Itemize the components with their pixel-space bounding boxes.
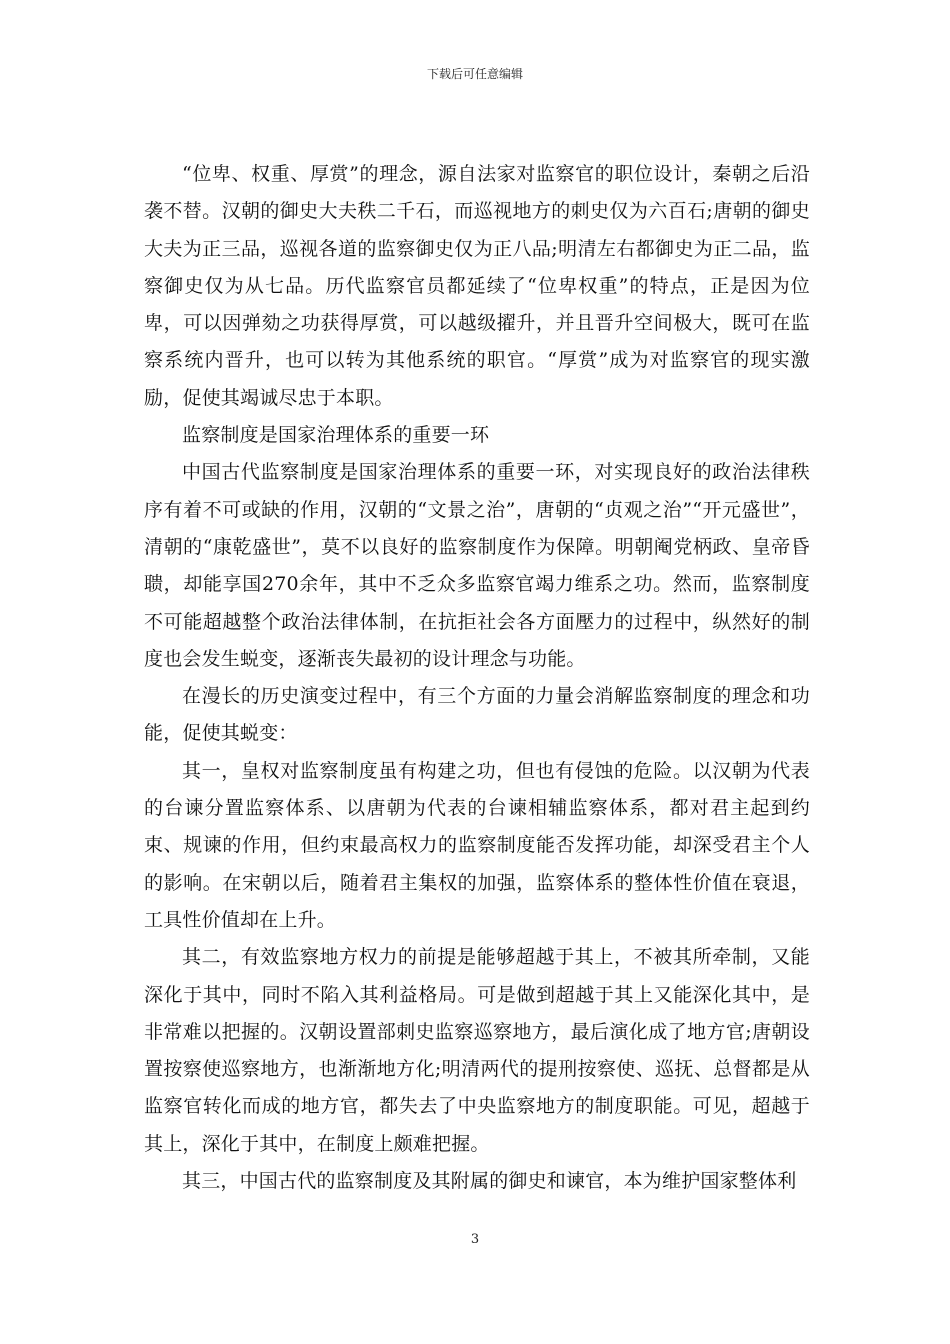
paragraph-point-one: 其一，皇权对监察制度虽有构建之功，但也有侵蚀的危险。以汉朝为代表的台谏分置监察体系、以唐朝为代表的台谏相辅监察体系，都对君主起到约束、规谏的作用，但约束最高权力的监察制度能否发挥功能，却深受君主个人的影响。在宋朝以后，随着君主集权的加强，监察体系的整体性价值在衰退，工具性价值却在上升。 [144, 759, 810, 931]
paragraph-position-power-reward: “位卑、权重、厚赏”的理念，源自法家对监察官的职位设计，秦朝之后沿袭不替。汉朝的御史大夫秩二千石，而巡视地方的刺史仅为六百石;唐朝的御史大夫为正三品，巡视各道的监察御史仅为正八品;明清左右都御史为正二品，监察御史仅为从七品。历代监察官员都延续了“位卑权重”的特点，正是因为位卑，可以因弹劾之功获得厚赏，可以越级擢升，并且晋升空间极大，既可在监察系统内晋升，也可以转为其他系统的职官。“厚赏”成为对监察官的现实激励，促使其竭诚尽忠于本职。 [144, 163, 810, 409]
page-header: 下载后可任意编辑 [426, 67, 523, 81]
paragraph-point-three: 其三，中国古代的监察制度及其附属的御史和谏官，本为维护国家整体利 [182, 1170, 797, 1193]
document-body [144, 156, 810, 1200]
paragraph-governance-system: 中国古代监察制度是国家治理体系的重要一环，对实现良好的政治法律秩序有着不可或缺的作用，汉朝的“文景之治”，唐朝的“贞观之治”“开元盛世”，清朝的“康乾盛世”，莫不以良好的监察制度作为保障。明朝阉党柄政、皇帝昏聩，却能享国270余年，其中不乏众多监察官竭力维系之功。然而，监察制度不可能超越整个政治法律体制，在抗拒社会各方面壓力的过程中，纵然好的制度也会发生蜕变，逐渐丧失最初的设计理念与功能。 [144, 461, 810, 670]
section-heading: 监察制度是国家治理体系的重要一环 [182, 424, 490, 447]
paragraph-three-forces: 在漫长的历史演变过程中，有三个方面的力量会消解监察制度的理念和功能，促使其蜕变： [144, 685, 810, 745]
paragraph-point-two: 其二，有效监察地方权力的前提是能够超越于其上，不被其所牵制，又能深化于其中，同时不陷入其利益格局。可是做到超越于其上又能深化其中，是非常难以把握的。汉朝设置部刺史监察巡察地方，最后演化成了地方官;唐朝设置按察使巡察地方，也渐渐地方化;明清两代的提刑按察使、巡抚、总督都是从监察官转化而成的地方官，都失去了中央监察地方的制度职能。可见，超越于其上，深化于其中，在制度上颇难把握。 [144, 946, 810, 1155]
page-number: 3 [470, 1232, 480, 1247]
